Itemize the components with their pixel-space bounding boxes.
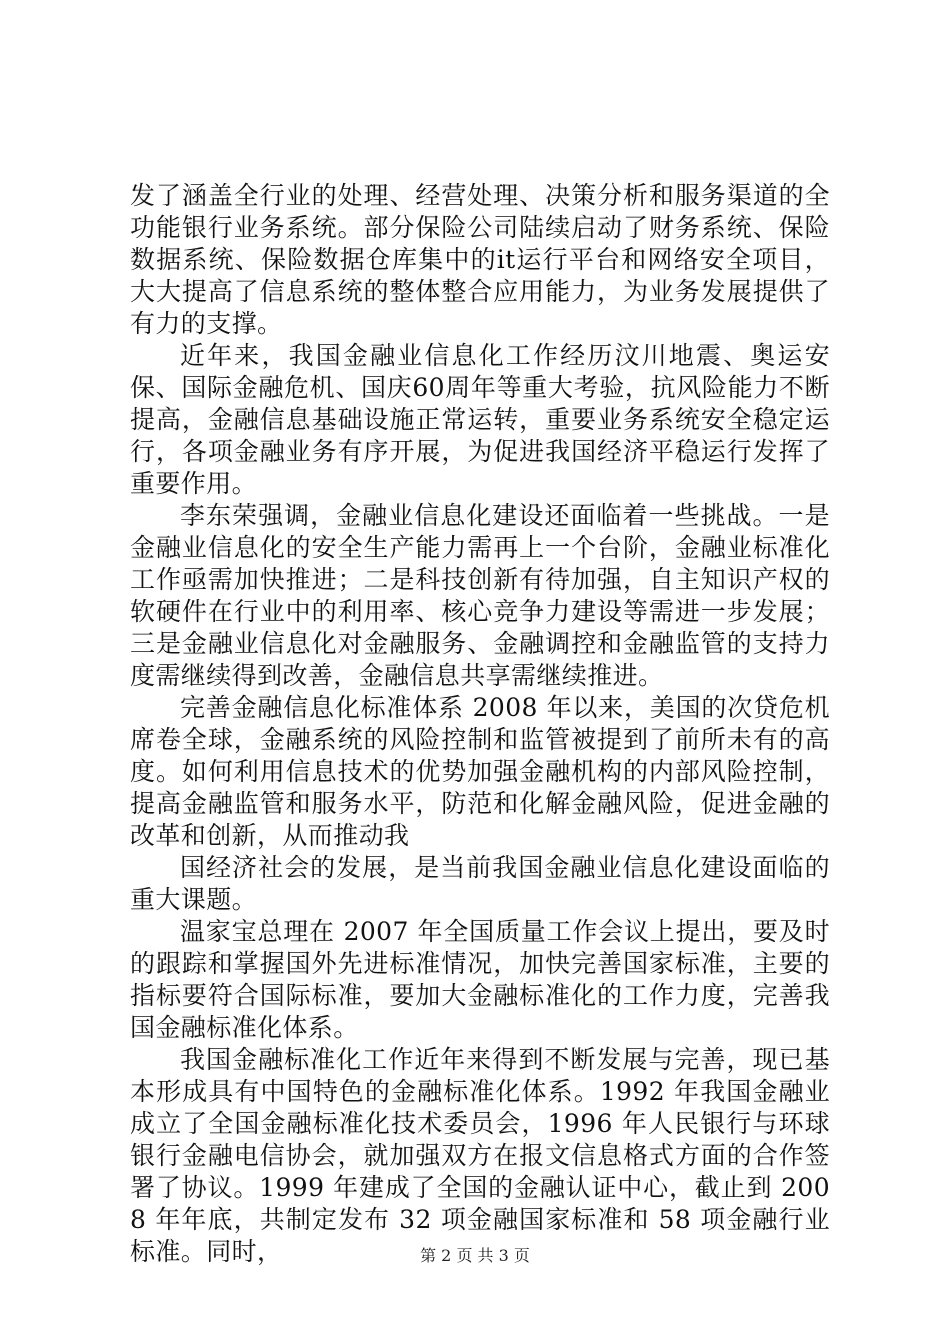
paragraph-7: 我国金融标准化工作近年来得到不断发展与完善，现已基本形成具有中国特色的金融标准化体系。1992 年我国金融业成立了全国金融标准化技术委员会，1996 年人民银行与环球银行金融电信协会，就加强双方在报文信息格式方面的合作签署了协议。1999 年建成了全国的金融认证中心，截止到 2008 年年底，共制定发布 32 项金融国家标准和 58 项金融行业标准。同时， bbox=[130, 1045, 830, 1266]
document-body bbox=[130, 180, 830, 1268]
page-footer bbox=[0, 1243, 950, 1266]
page-number-label: 第 2 页 共 3 页 bbox=[420, 1246, 530, 1265]
paragraph-6: 温家宝总理在 2007 年全国质量工作会议上提出，要及时的跟踪和掌握国外先进标准情况，加快完善国家标准，主要的指标要符合国际标准，要加大金融标准化的工作力度，完善我国金融标准化体系。 bbox=[130, 917, 830, 1042]
paragraph-2: 近年来，我国金融业信息化工作经历汶川地震、奥运安保、国际金融危机、国庆60周年等重大考验，抗风险能力不断提高，金融信息基础设施正常运转，重要业务系统安全稳定运行，各项金融业务有序开展，为促进我国经济平稳运行发挥了重要作用。 bbox=[130, 341, 830, 498]
paragraph-3: 李东荣强调，金融业信息化建设还面临着一些挑战。一是金融业信息化的安全生产能力需再上一个台阶，金融业标准化工作亟需加快推进；二是科技创新有待加强，自主知识产权的软硬件在行业中的利用率、核心竞争力建设等需进一步发展；三是金融业信息化对金融服务、金融调控和金融监管的支持力度需继续得到改善，金融信息共享需继续推进。 bbox=[130, 501, 830, 690]
paragraph-4: 完善金融信息化标准体系 2008 年以来，美国的次贷危机席卷全球，金融系统的风险控制和监管被提到了前所未有的高度。如何利用信息技术的优势加强金融机构的内部风险控制，提高金融监管和服务水平，防范和化解金融风险，促进金融的改革和创新，从而推动我 bbox=[130, 693, 830, 850]
paragraph-1: 发了涵盖全行业的处理、经营处理、决策分析和服务渠道的全功能银行业务系统。部分保险公司陆续启动了财务系统、保险数据系统、保险数据仓库集中的it运行平台和网络安全项目，大大提高了信息系统的整体整合应用能力，为业务发展提供了有力的支撑。 bbox=[130, 181, 830, 338]
paragraph-5: 国经济社会的发展，是当前我国金融业信息化建设面临的重大课题。 bbox=[130, 853, 830, 914]
